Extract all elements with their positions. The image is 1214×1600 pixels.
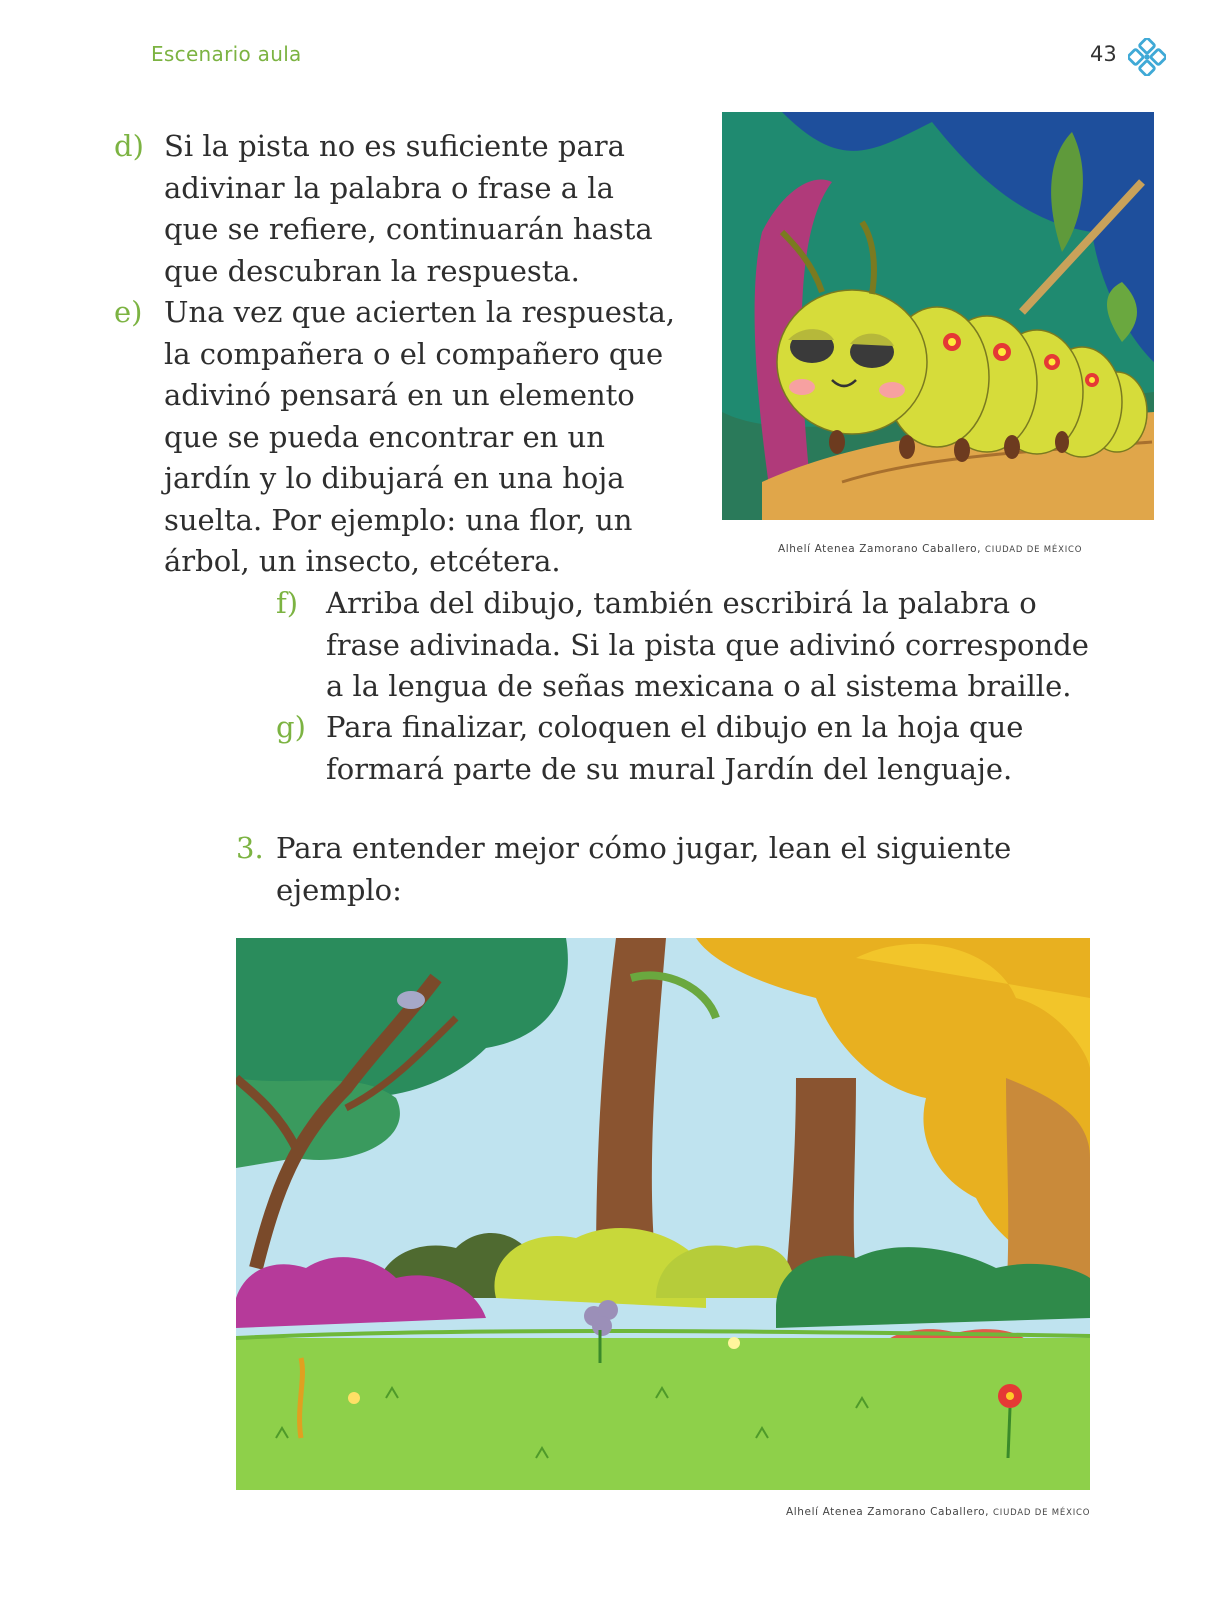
instruction-marker: e) bbox=[114, 295, 143, 329]
instruction-d bbox=[114, 126, 674, 292]
instruction-text: Si la pista no es suficiente para adivinar la palabra o frase a la que se refiere, continuarán hasta que descubran la respuesta. bbox=[164, 129, 653, 288]
instruction-f bbox=[276, 583, 1116, 708]
caterpillar-illustration bbox=[722, 112, 1154, 520]
flower-ornament-icon bbox=[1128, 38, 1166, 76]
page-number: 43 bbox=[1090, 42, 1117, 66]
step-marker: 3. bbox=[236, 831, 264, 865]
illustration-caption: Alhelí Atenea Zamorano Caballero, CIUDAD DE MÉXICO bbox=[778, 543, 1083, 555]
instruction-g bbox=[276, 707, 1116, 790]
step-text: Para entender mejor cómo jugar, lean el siguiente ejemplo: bbox=[276, 831, 1012, 907]
instruction-marker: g) bbox=[276, 710, 306, 744]
instruction-text: Para finalizar, coloquen el dibujo en la hoja que formará parte de su mural Jardín del lenguaje. bbox=[326, 710, 1024, 786]
step-3 bbox=[236, 828, 1076, 911]
instruction-text: Arriba del dibujo, también escribirá la palabra o frase adivinada. Si la pista que adivinó corresponde a la lengua de señas mexicana o al sistema braille. bbox=[326, 586, 1089, 703]
instruction-text: Una vez que acierten la respuesta, la compañera o el compañero que adivinó pensará en un elemento que se pueda encontrar en un jardín y lo dibujará en una hoja suelta. Por ejemplo: una flor, un árbol, un insecto, etcétera. bbox=[164, 295, 675, 578]
instruction-e bbox=[114, 292, 694, 583]
forest-illustration bbox=[236, 938, 1090, 1490]
illustration-caption: Alhelí Atenea Zamorano Caballero, CIUDAD DE MÉXICO bbox=[786, 1506, 1091, 1518]
instruction-marker: d) bbox=[114, 129, 144, 163]
section-title: Escenario aula bbox=[151, 42, 302, 66]
instruction-marker: f) bbox=[276, 586, 299, 620]
